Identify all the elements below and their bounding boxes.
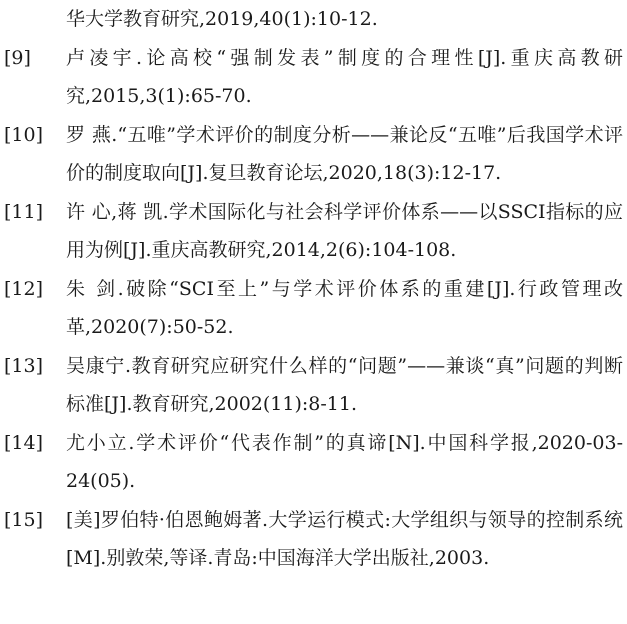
reference-text: 卢凌宇.论高校“强制发表”制度的合理性[J].重庆高教研究,2015,3(1):65-70. xyxy=(66,46,623,107)
reference-text: 罗 燕.“五唯”学术评价的制度分析——兼论反“五唯”后我国学术评价的制度取向[J].复旦教育论坛,2020,18(3):12-17. xyxy=(66,123,623,184)
reference-item xyxy=(0,424,627,501)
reference-text: [美]罗伯特·伯恩鲍姆著.大学运行模式:大学组织与领导的控制系统[M].别敦荣,等译.青岛:中国海洋大学出版社,2003. xyxy=(66,508,623,569)
reference-text: 华大学教育研究,2019,40(1):10-12. xyxy=(66,8,378,30)
reference-item xyxy=(0,270,627,347)
reference-item xyxy=(0,0,627,39)
reference-text: 许 心,蒋 凯.学术国际化与社会科学评价体系——以SSCI指标的应用为例[J].重庆高教研究,2014,2(6):104-108. xyxy=(66,200,623,261)
reference-number: [11] xyxy=(4,200,44,223)
reference-text: 吴康宁.教育研究应研究什么样的“问题”——兼谈“真”问题的判断标准[J].教育研究,2002(11):8-11. xyxy=(66,354,623,415)
reference-number: [9] xyxy=(4,46,31,69)
reference-number: [15] xyxy=(4,508,44,531)
reference-text: 朱 剑.破除“SCI至上”与学术评价体系的重建[J].行政管理改革,2020(7):50-52. xyxy=(66,277,623,338)
reference-item xyxy=(0,501,627,578)
reference-item xyxy=(0,347,627,424)
reference-item xyxy=(0,116,627,193)
reference-number: [10] xyxy=(4,123,44,146)
reference-item xyxy=(0,39,627,116)
reference-number: [14] xyxy=(4,431,44,454)
reference-number: [12] xyxy=(4,277,44,300)
reference-number: [13] xyxy=(4,354,44,377)
reference-text: 尤小立.学术评价“代表作制”的真谛[N].中国科学报,2020-03-24(05). xyxy=(66,431,623,492)
reference-item xyxy=(0,193,627,270)
